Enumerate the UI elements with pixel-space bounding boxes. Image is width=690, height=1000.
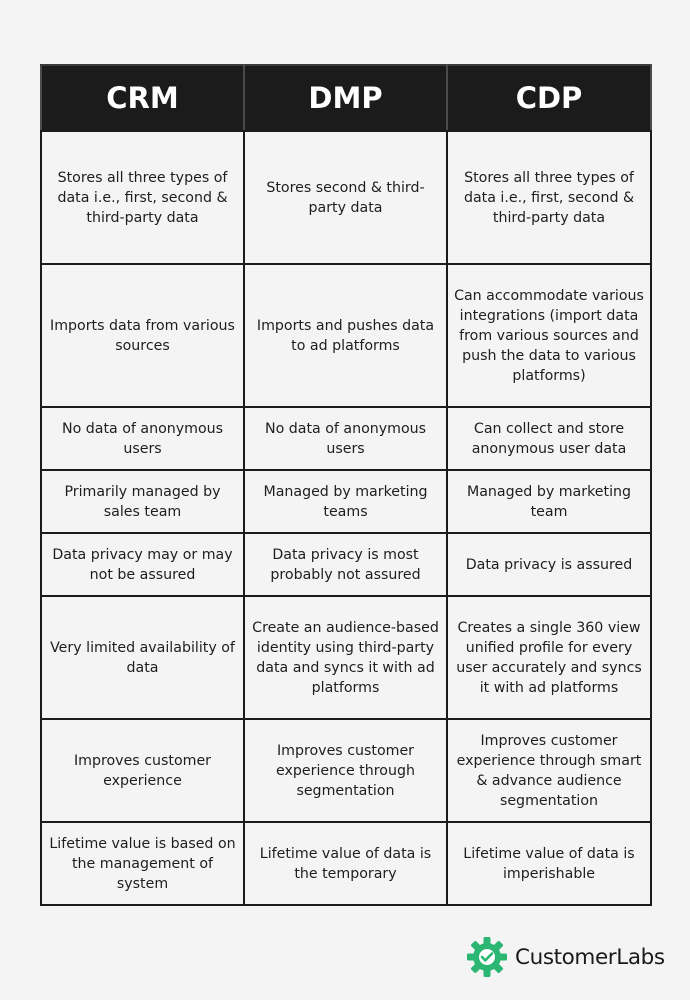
table-row (41, 470, 651, 533)
header-dmp: DMP (244, 65, 447, 131)
cell-cdp: Can collect and store anonymous user data (447, 407, 651, 470)
table-row (41, 719, 651, 822)
cell-dmp: Create an audience-based identity using third-party data and syncs it with ad platforms (244, 596, 447, 719)
table-row (41, 264, 651, 407)
cell-cdp: Data privacy is assured (447, 533, 651, 596)
cell-cdp: Creates a single 360 view unified profile for every user accurately and syncs it with ad platforms (447, 596, 651, 719)
cell-crm: Stores all three types of data i.e., first, second & third-party data (41, 131, 244, 264)
cell-crm: Lifetime value is based on the management of system (41, 822, 244, 905)
logo-text: CustomerLabs (515, 944, 665, 970)
table-row (41, 131, 651, 264)
header-cdp: CDP (447, 65, 651, 131)
cell-cdp: Lifetime value of data is imperishable (447, 822, 651, 905)
cell-cdp: Improves customer experience through smart & advance audience segmentation (447, 719, 651, 822)
table-row (41, 596, 651, 719)
cell-crm: Very limited availability of data (41, 596, 244, 719)
cell-dmp: No data of anonymous users (244, 407, 447, 470)
cell-dmp: Data privacy is most probably not assured (244, 533, 447, 596)
cell-dmp: Lifetime value of data is the temporary (244, 822, 447, 905)
table-header-row (41, 65, 651, 131)
header-crm: CRM (41, 65, 244, 131)
table-row (41, 407, 651, 470)
cell-crm: No data of anonymous users (41, 407, 244, 470)
customerlabs-logo (466, 936, 665, 978)
cell-crm: Primarily managed by sales team (41, 470, 244, 533)
cell-crm: Imports data from various sources (41, 264, 244, 407)
cell-crm: Improves customer experience (41, 719, 244, 822)
cell-dmp: Improves customer experience through segmentation (244, 719, 447, 822)
table-row (41, 822, 651, 905)
cell-crm: Data privacy may or may not be assured (41, 533, 244, 596)
cell-cdp: Stores all three types of data i.e., first, second & third-party data (447, 131, 651, 264)
cell-dmp: Imports and pushes data to ad platforms (244, 264, 447, 407)
cell-dmp: Managed by marketing teams (244, 470, 447, 533)
cell-dmp: Stores second & third-party data (244, 131, 447, 264)
table-row (41, 533, 651, 596)
gear-icon (466, 936, 508, 978)
cell-cdp: Managed by marketing team (447, 470, 651, 533)
comparison-table (40, 64, 652, 906)
cell-cdp: Can accommodate various integrations (import data from various sources and push the data to various platforms) (447, 264, 651, 407)
